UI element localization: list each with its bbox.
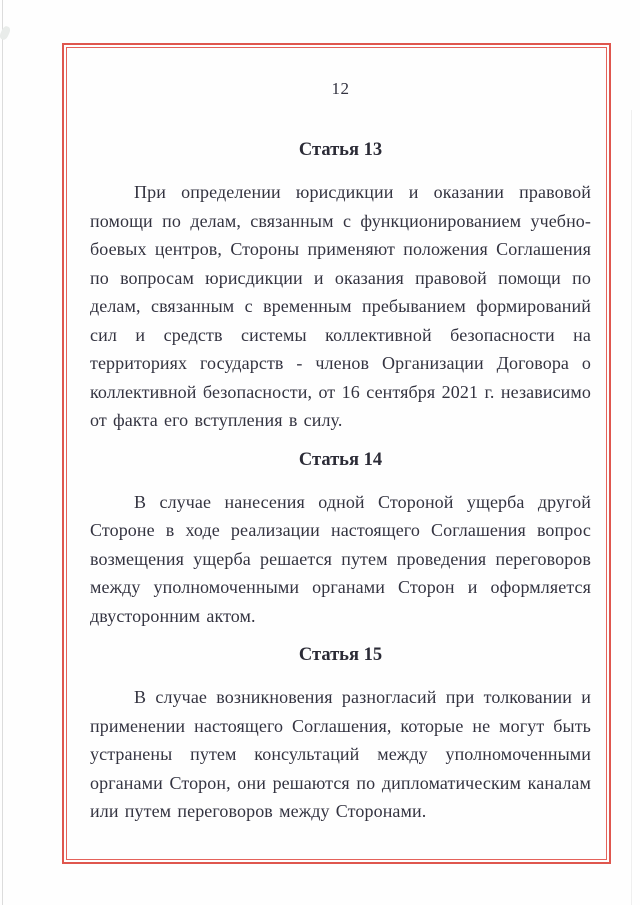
article-15-paragraph: В случае возникновения разногласий при толковании и применении настоящего Соглашения, которые не могут быть устранены путем консультаций между уполномоченными органами Сторон, они решаются по дипломатическим каналам или путем переговоров между Сторонами.	[90, 687, 591, 821]
article-15-heading: Статья 15	[298, 645, 383, 665]
scan-artifact-right-edge	[631, 110, 632, 905]
page-border-frame	[62, 43, 611, 864]
article-13-paragraph: При определении юрисдикции и оказании правовой помощи по делам, связанным с функционированием учебно-боевых центров, Стороны применяют положения Соглашения по вопросам юрисдикции и оказания правовой помощи по делам, связанным с временным пребыванием формирований сил и средств системы коллективной безопасности на территориях государств - членов Организации Договора о коллективной безопасности, от 16 сентября 2021 г. независимо от факта его вступления в силу.	[90, 182, 591, 430]
page-number: 12	[331, 79, 350, 98]
page-content	[66, 47, 607, 826]
article-13-heading: Статья 13	[298, 140, 383, 160]
scan-artifact-left-edge	[2, 0, 3, 905]
article-14-heading: Статья 14	[298, 449, 383, 470]
article-14-paragraph: В случае нанесения одной Стороной ущерба другой Стороне в ходе реализации настоящего Соглашения вопрос возмещения ущерба решается путем проведения переговоров между уполномоченными органами Сторон и оформляется двусторонним актом.	[90, 491, 591, 626]
